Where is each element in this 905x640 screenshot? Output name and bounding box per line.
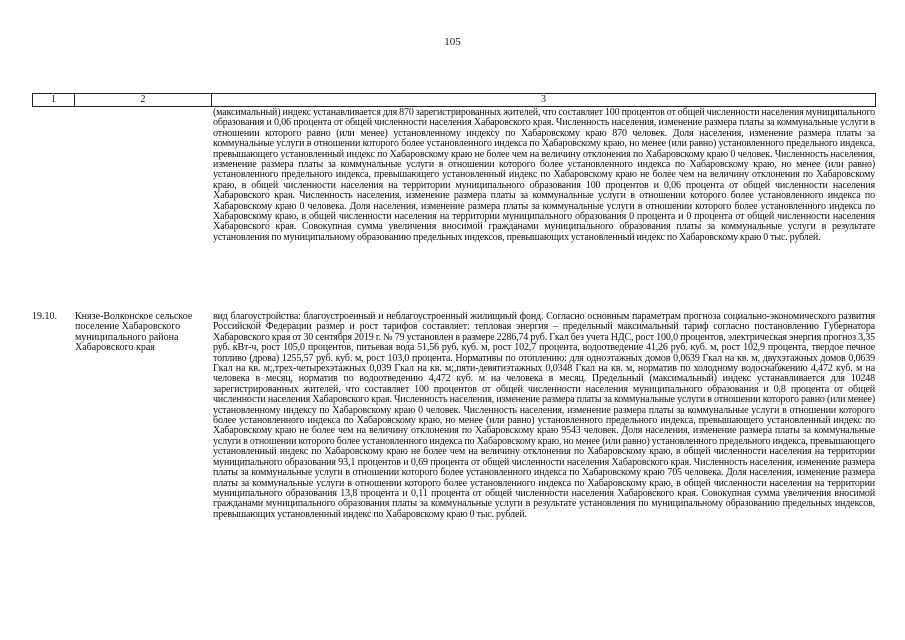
row-number: 19.10. — [32, 311, 57, 322]
column-header-row — [33, 94, 876, 107]
column-header-2: 2 — [75, 94, 212, 107]
continuation-text: (максимальный) индекс устанавливается для 870 зарегистрированных жителей, что составляет 100 процентов от общей численности населения муниципального образования и 0,06 процента от общей численности населения Хабаровского края. Численность населения, изменение размера платы за коммунальные услуги в отношении которого равно (или менее) установленному индексу по Хабаровскому краю 870 человек. Доля населения, изменение размера платы за коммунальные услуги в отношении которого более установленного индекса по Хабаровскому краю, но менее (или равно) установленного предельного индекса, превышающего установленный индекс по Хабаровскому краю не более чем на величину отклонения по Хабаровскому краю 0 человек. Численность населения, изменение размера платы за коммунальные услуги в отношении которого более установленного индекса по Хабаровскому краю, но менее (или равно) установленного предельного индекса, превышающего установленный индекс по Хабаровскому краю не более чем на величину отклонения по Хабаровскому краю, в общей численности населения на территории муниципального образования 100 процентов и 0,06 процента от общей численности населения Хабаровского края. Численность населения, изменение размера платы за коммунальные услуги в отношении которого более установленного индекса по Хабаровскому краю 0 человека. Доля населения, изменение размера платы за коммунальные услуги в отношении которого более установленного индекса по Хабаровскому краю, в общей численности населения на территории муниципального образования 0 процента и 0 процента от общей численности населения Хабаровского края. Совокупная сумма увеличения вносимой гражданами муниципального образования платы за коммунальные услуги в результате установления по муниципальному образованию предельных индексов, превышающих установленный индекс по Хабаровскому краю 0 тыс. рублей. — [213, 107, 875, 243]
municipality-name: Князе-Волконское сельское поселение Хабаровского муниципального района Хабаровского края — [75, 311, 193, 354]
column-header-table — [32, 93, 876, 107]
column-header-3: 3 — [212, 94, 876, 107]
row-description: вид благоустройства: благоустроенный и неблагоустроенный жилищный фонд. Согласно основным параметрам прогноза социально-экономического развития Российской Федерации размер и рост тарифов составляет: тепловая энергия – предельный максимальный тариф согласно постановлению Губернатора Хабаровского края от 30 сентября 2019 г. № 79 установлен в размере 2286,74 руб. Гкал без учета НДС, рост 100,0 процентов, электрическая энергия прогноз 3,35 руб. кВт-ч, рост 105,0 процентов, питьевая вода 51,56 руб. куб. м, рост 102,7 процента, водоотведение 41,26 руб. куб. м, рост 102,9 процента, твердое печное топливо (дрова) 1255,57 руб. куб. м, рост 103,0 процента. Нормативы по отоплению: для одноэтажных домов 0,0639 Гкал на кв. м, двухэтажных домов 0,0639 Гкал на кв. м;,трех-четырехэтажных 0,039 Гкал на кв. м;,пяти-девятиэтажных 0,0348 Гкал на кв. м, норматив по холодному водоснабжению 4,472 куб. м на человека в месяц, норматив по водоотведению 4,472 куб. м на человека в месяц. Предельный (максимальный) индекс устанавливается для 10248 зарегистрированных жителей, что составляет 100 процентов от общей численности населения муниципального образования и 0,8 процента от общей численности населения Хабаровского края. Численность населения, изменение размера платы за коммунальные услуги в отношении которого равно (или менее) установленному индексу по Хабаровскому краю 0 человек. Численность населения, изменение размера платы за коммунальные услуги в отношении которого более установленного индекса по Хабаровскому краю, но менее (или равно) установленного предельного индекса, превышающего установленный индекс по Хабаровскому краю не более чем на величину отклонения по Хабаровскому краю 9543 человек. Доля населения, изменение размера платы за коммунальные услуги в отношении которого более установленного индекса по Хабаровскому краю, но менее (или равно) установленного предельного индекса, превышающего установленный индекс по Хабаровскому краю не более чем на величину отклонения по Хабаровскому краю, в общей численности населения на территории муниципального образования 93,1 процентов и 0,69 процента от общей численности населения Хабаровского края. Численность населения, изменение размера платы за коммунальные услуги в отношении которого более установленного индекса по Хабаровскому краю 705 человека. Доля населения, изменение размера платы за коммунальные услуги в отношении которого более установленного индекса по Хабаровскому краю, в общей численности населения на территории муниципального образования 13,8 процента и 0,11 процента от общей численности населения Хабаровского края. Совокупная сумма увеличения вносимой гражданами муниципального образования платы за коммунальные услуги в результате установления по муниципальному образованию предельных индексов, превышающих установленный индекс по Хабаровскому краю 0 тыс. рублей. — [213, 311, 875, 520]
page-number: 105 — [444, 36, 461, 48]
column-header-1: 1 — [33, 94, 75, 107]
